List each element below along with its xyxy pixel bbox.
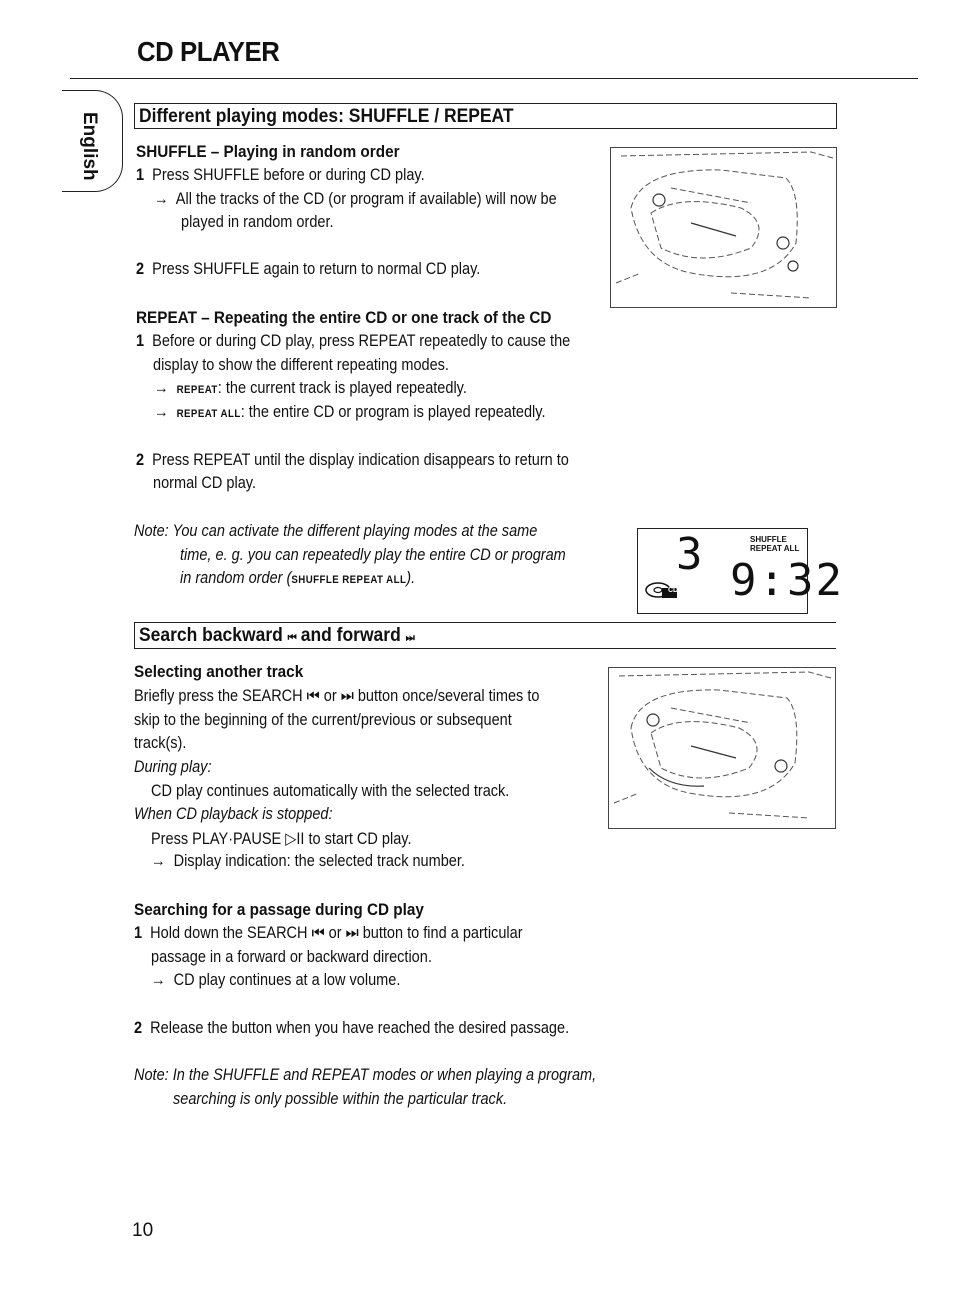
note-search-line1: Note: In the SHUFFLE and REPEAT modes or when playing a program, [134,1066,597,1084]
lcd-track-number: 3 [676,529,703,580]
heading-part: and forward [300,625,401,646]
note-text: in random order ( [180,569,292,587]
selecting-subheading: Selecting another track [134,662,304,681]
repeat-step1-cont: display to show the different repeating modes. [153,356,449,374]
section-heading-search [134,623,836,649]
arrow-icon: → [151,852,166,870]
searching-step1-result [151,971,400,990]
during-play-text: CD play continues automatically with the selected track. [151,782,510,800]
mode-label: REPEAT [176,384,218,396]
selecting-line1: Briefly press the SEARCH ⏮ or ⏭ button once/several times to [134,687,540,705]
note-text: ). [406,569,416,587]
result-text: All the tracks of the CD (or program if available) will now be [175,190,557,208]
page-title: CD PLAYER [137,36,280,67]
result-text: : the current track is played repeatedly. [217,379,467,397]
mode-label: REPEAT ALL [176,408,241,420]
cd-player-illustration-icon [608,667,836,829]
cd-player-drawing [609,668,835,828]
header-rule [70,78,918,79]
lcd-cd-label: CD [668,587,679,594]
step-text: Release the button when you have reached the desired passage. [150,1019,570,1037]
step-text: Before or during CD play, press REPEAT repeatedly to cause the [152,332,571,350]
arrow-icon: → [154,190,169,208]
section-heading-playing-modes [134,103,837,129]
result-text: Display indication: the selected track number. [173,852,465,870]
stopped-label: When CD playback is stopped: [134,805,333,823]
step-number: 2 [136,451,145,469]
repeat-result1 [154,379,467,398]
section-heading-text [139,623,414,651]
shuffle-subheading: SHUFFLE – Playing in random order [136,142,400,161]
result-text: : the entire CD or program is played repeatedly. [240,403,546,421]
note-modes-line1: Note: You can activate the different playing modes at the same [134,522,538,540]
cd-player-illustration-icon [610,147,837,308]
searching-step1 [134,924,523,943]
repeat-step2-cont: normal CD play. [153,474,257,492]
cd-player-drawing [611,148,836,307]
skip-back-icon: ⏮ [287,632,296,644]
searching-step2 [134,1019,569,1038]
page-number: 10 [132,1220,154,1241]
step-number: 1 [136,332,145,350]
note-caps: SHUFFLE REPEAT ALL [291,574,407,586]
result-text: CD play continues at a low volume. [173,971,401,989]
step-number: 2 [134,1019,143,1037]
shuffle-step1-result [154,190,557,209]
selecting-line3: track(s). [134,734,187,752]
searching-step1-cont: passage in a forward or backward direction. [151,948,432,966]
repeat-result2 [154,403,546,422]
lcd-shuffle-label: SHUFFLE [750,535,787,544]
step-text: Hold down the SEARCH ⏮ or ⏭ button to find a particular [150,924,523,942]
arrow-icon: → [154,403,169,421]
step-number: 1 [136,166,145,184]
step-text: Press SHUFFLE before or during CD play. [152,166,425,184]
step-text: Press REPEAT until the display indication disappears to return to [152,451,569,469]
selecting-line2: skip to the beginning of the current/previous or subsequent [134,711,512,729]
note-modes-line3 [180,569,415,588]
note-search-line2: searching is only possible within the particular track. [173,1090,508,1108]
repeat-subheading: REPEAT – Repeating the entire CD or one track of the CD [136,308,552,327]
note-modes-line2: time, e. g. you can repeatedly play the entire CD or program [180,546,566,564]
language-tab-label: English [79,112,100,181]
repeat-step1 [136,332,570,351]
repeat-step2 [136,451,569,470]
shuffle-step2 [136,260,480,279]
section-heading-text: Different playing modes: SHUFFLE / REPEAT [139,106,514,127]
skip-forward-icon: ⏭ [405,632,414,644]
step-text: Press SHUFFLE again to return to normal CD play. [152,260,481,278]
shuffle-step1-result-cont: played in random order. [181,213,334,231]
section-rule [134,622,836,623]
arrow-icon: → [154,379,169,397]
section-rule-left [134,622,135,649]
stopped-result [151,852,465,871]
lcd-display [637,528,844,614]
searching-subheading: Searching for a passage during CD play [134,900,424,919]
heading-part: Search backward [139,625,283,646]
step-number: 1 [134,924,143,942]
shuffle-step1 [136,166,425,185]
lcd-repeat-label: REPEAT ALL [750,544,800,553]
step-number: 2 [136,260,145,278]
arrow-icon: → [151,971,166,989]
during-play-label: During play: [134,758,212,776]
stopped-text: Press PLAY·PAUSE ▷II to start CD play. [151,830,412,848]
lcd-time: 9:32 [730,555,844,606]
